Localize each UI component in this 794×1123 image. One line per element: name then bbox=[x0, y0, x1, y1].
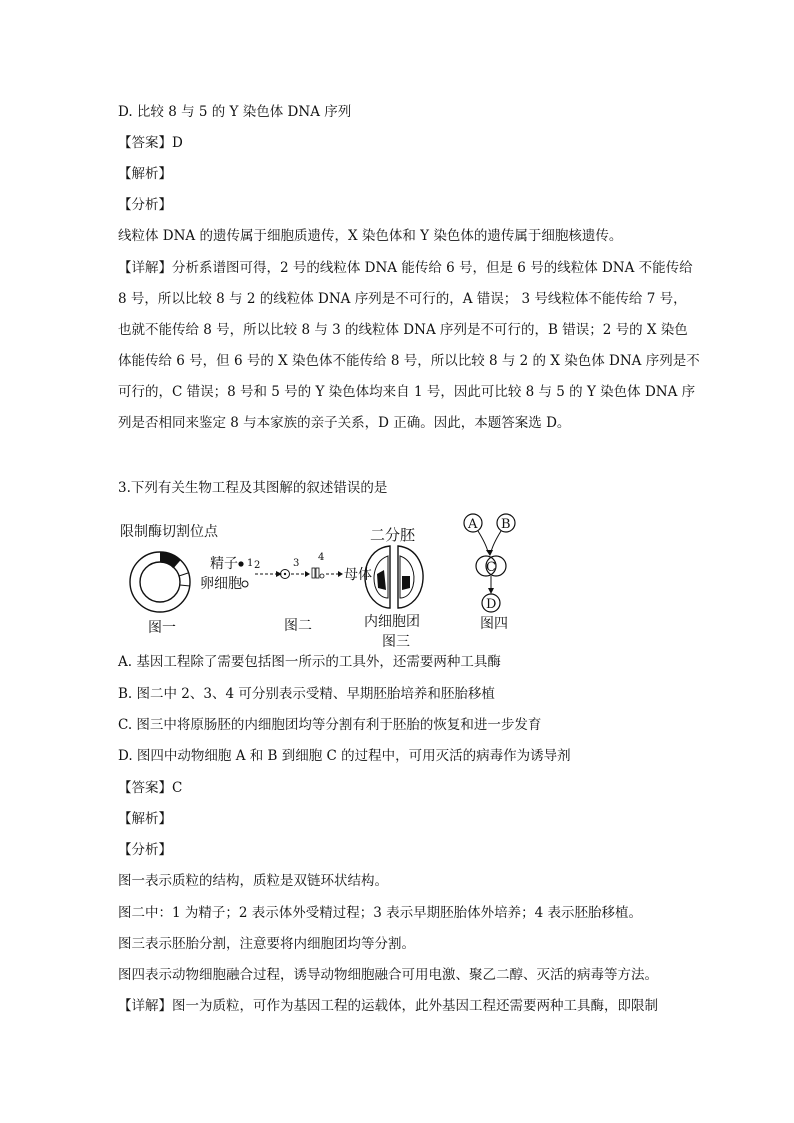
early-embryo-icon bbox=[312, 568, 324, 578]
restriction-site-marker bbox=[160, 552, 180, 568]
half-embryo-right bbox=[398, 546, 423, 608]
q3-detail-line: 【详解】图一为质粒，可作为基因工程的运载体，此外基因工程还需要两种工具酶，即限制 bbox=[118, 998, 658, 1014]
figure-4-cell-fusion bbox=[464, 514, 515, 632]
arrow-3-head bbox=[305, 571, 310, 577]
q3-fenxi-line: 图三表示胚胎分割，注意要将内细胞团均等分割。 bbox=[118, 936, 415, 952]
inner-cell-mass-right bbox=[402, 576, 410, 590]
q2-fenxi-text: 线粒体 DNA 的遗传属于细胞质遗传，X 染色体和 Y 染色体的遗传属于细胞核遗传。 bbox=[118, 228, 623, 244]
fig2-egg-label: 卵细胞 bbox=[200, 576, 242, 592]
q2-fenxi-header: 【分析】 bbox=[118, 197, 172, 213]
arrow-a-to-c bbox=[478, 531, 488, 552]
fig2-step-2: 2 bbox=[254, 560, 261, 571]
q3-analysis-header: 【解析】 bbox=[118, 811, 172, 827]
q2-detail-line: 体能传给 6 号，但 6 号的 X 染色体不能传给 8 号，所以比较 8 与 2 的 X 染色体 DNA 序列是不 bbox=[118, 353, 700, 369]
egg-circle bbox=[242, 581, 248, 587]
fig2-mother-label: 母体 bbox=[344, 567, 372, 583]
q3-fenxi-line: 图二中：1 为精子；2 表示体外受精过程；3 表示早期胚胎体外培养；4 表示胚胎移植。 bbox=[118, 905, 643, 921]
inner-cell-mass-left bbox=[377, 570, 386, 590]
plasmid-inner-ring bbox=[140, 562, 180, 602]
fig3-top-label: 二分胚 bbox=[370, 526, 416, 544]
fig4-caption: 图四 bbox=[480, 616, 508, 632]
fig2-sperm-label: 精子 bbox=[210, 556, 238, 572]
q2-detail-line: 也就不能传给 8 号，所以比较 8 与 3 的线粒体 DNA 序列是不可行的，B 错误；2 号的 X 染色 bbox=[118, 322, 688, 338]
q3-fenxi-header: 【分析】 bbox=[118, 842, 172, 858]
figure-2-embryo-flow bbox=[200, 552, 372, 634]
fig3-caption: 图三 bbox=[382, 634, 410, 650]
fig2-step-4: 4 bbox=[318, 552, 325, 563]
q3-option-c: C. 图三中将原肠胚的内细胞团均等分割有利于胚胎的恢复和进一步发育 bbox=[118, 717, 542, 733]
q3-answer: 【答案】C bbox=[118, 780, 183, 796]
q2-detail-line: 8 号，所以比较 8 与 2 的线粒体 DNA 序列是不可行的，A 错误； 3 号线粒体不能传给 7 号， bbox=[118, 291, 687, 307]
q2-analysis-header: 【解析】 bbox=[118, 166, 172, 182]
q2-detail-line: 【详解】分析系谱图可得，2 号的线粒体 DNA 能传给 6 号，但是 6 号的线粒体 DNA 不能传给 bbox=[118, 260, 693, 276]
fig3-bottom-label: 内细胞团 bbox=[364, 614, 420, 630]
fig2-step-1: 1 bbox=[247, 558, 254, 569]
fig4-b-label: B bbox=[501, 517, 511, 532]
sperm-dot bbox=[238, 561, 243, 566]
arrow-b-to-c bbox=[491, 531, 501, 552]
figure-3-embryo-splitting bbox=[364, 526, 423, 650]
q3-fenxi-line: 图一表示质粒的结构，质粒是双链环状结构。 bbox=[118, 873, 388, 889]
q3-figure bbox=[118, 510, 538, 650]
q2-detail-line: 可行的，C 错误；8 号和 5 号的 Y 染色体均来自 1 号，因此可比较 8 与 5 的 Y 染色体 DNA 序 bbox=[118, 384, 696, 400]
q2-option-d: D. 比较 8 与 5 的 Y 染色体 DNA 序列 bbox=[118, 104, 352, 120]
arrow-4-head bbox=[338, 571, 343, 577]
arrow-c-to-d-head bbox=[488, 588, 494, 594]
zygote-nucleus bbox=[284, 573, 286, 575]
fig2-step-3: 3 bbox=[293, 558, 300, 569]
q3-fenxi-line: 图四表示动物细胞融合过程，诱导动物细胞融合可用电激、聚乙二醇、灭活的病毒等方法。 bbox=[118, 967, 658, 983]
fig1-label: 限制酶切割位点 bbox=[120, 524, 218, 540]
q3-option-d: D. 图四中动物细胞 A 和 B 到细胞 C 的过程中，可用灭活的病毒作为诱导剂 bbox=[118, 748, 571, 764]
arrow-to-c-head bbox=[486, 550, 493, 556]
q2-answer: 【答案】D bbox=[118, 135, 183, 151]
q3-option-a: A. 基因工程除了需要包括图一所示的工具外，还需要两种工具酶 bbox=[118, 654, 501, 670]
fig4-a-label: A bbox=[468, 517, 478, 532]
fig4-c-label: C bbox=[486, 560, 496, 575]
fig2-caption: 图二 bbox=[284, 618, 312, 634]
plasmid-segment-line bbox=[180, 585, 190, 586]
q2-detail-line: 列是否相同来鉴定 8 与本家族的亲子关系，D 正确。因此，本题答案选 D。 bbox=[118, 415, 571, 431]
q3-option-b: B. 图二中 2、3、4 可分别表示受精、早期胚胎培养和胚胎移植 bbox=[118, 686, 495, 702]
q3-question: 3.下列有关生物工程及其图解的叙述错误的是 bbox=[118, 480, 388, 496]
fig4-d-label: D bbox=[486, 597, 497, 612]
fig1-caption: 图一 bbox=[148, 620, 176, 636]
plasmid-segment-line bbox=[179, 573, 188, 576]
